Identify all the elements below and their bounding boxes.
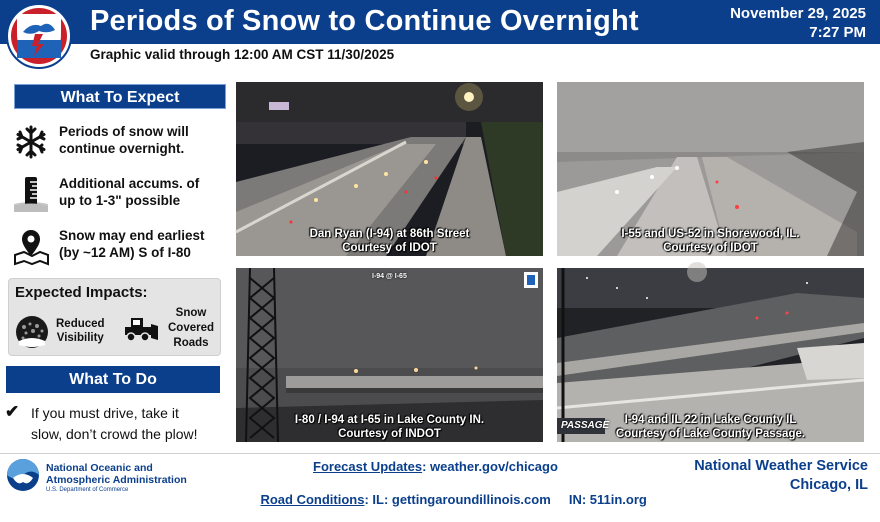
camera-caption-dan-ryan-line1: Dan Ryan (I-94) at 86th Street (309, 228, 470, 240)
footer-bar (0, 453, 880, 507)
what-to-do-heading: What To Do (6, 366, 220, 393)
expect-item-snow-line1: Periods of snow will (59, 124, 189, 139)
camera-image-il22 (557, 268, 864, 442)
what-to-expect-heading: What To Expect (14, 84, 226, 109)
camera-caption-shorewood (557, 227, 864, 255)
camera-caption-il22 (557, 413, 864, 441)
nws-office (694, 457, 868, 495)
road-conditions-line (246, 477, 647, 522)
snow-covered-roads-line2: Covered (167, 322, 215, 334)
snow-covered-roads-line3: Roads (173, 337, 209, 349)
forecast-updates-line (313, 459, 558, 474)
what-to-do-line2: slow, don’t crowd the plow! (31, 426, 198, 442)
nws-logo-emblem (17, 14, 61, 58)
page-title: Periods of Snow to Continue Overnight (90, 5, 639, 37)
issue-datetime (730, 4, 866, 42)
road-conditions-label: Road Conditions (260, 492, 365, 507)
what-to-do-line1: If you must drive, take it (31, 405, 179, 421)
expected-impacts-box (8, 278, 221, 356)
expect-item-accum-line1: Additional accums. of (59, 176, 200, 191)
camera-tag-passage: PASSAGE (561, 420, 610, 431)
noaa-logo (6, 458, 40, 492)
camera-image-dan-ryan (236, 82, 543, 256)
valid-through-text: Graphic valid through 12:00 AM CST 11/30/2025 (90, 47, 395, 62)
snow-covered-roads-label (164, 306, 218, 351)
noaa-department: U.S. Department of Commerce (46, 487, 129, 493)
reduced-visibility-label (56, 317, 105, 345)
reduced-visibility-icon (15, 315, 49, 349)
noaa-name-line2: Atmospheric Administration (46, 474, 187, 486)
reduced-visibility-line1: Reduced (56, 318, 105, 330)
camera-caption-shorewood-line2: Courtesy of IDOT (663, 242, 758, 254)
expect-item-accum (10, 174, 230, 214)
noaa-name (46, 462, 187, 486)
camera-caption-dan-ryan (236, 227, 543, 255)
checkmark-icon: ✔ (5, 402, 20, 421)
expect-item-end-time (10, 226, 230, 266)
expect-item-snow (10, 122, 230, 162)
snow-gauge-icon (12, 176, 50, 212)
expect-item-snow-line2: continue overnight. (59, 141, 185, 156)
forecast-updates-link[interactable]: : weather.gov/chicago (422, 459, 558, 474)
issue-time: 7:27 PM (809, 24, 866, 41)
camera-tag-i65: I-94 @ I-65 (372, 273, 407, 280)
camera-caption-dan-ryan-line2: Courtesy of IDOT (342, 242, 437, 254)
snowflake-icon (12, 124, 50, 160)
camera-caption-i65-line2: Courtesy of INDOT (338, 428, 441, 440)
expect-item-accum-text (59, 175, 199, 209)
what-to-do-text (31, 403, 236, 445)
snow-plow-icon (121, 314, 159, 344)
issue-date: November 29, 2025 (730, 5, 866, 22)
camera-caption-i65-line1: I-80 / I-94 at I-65 in Lake County IN. (294, 414, 485, 426)
nws-office-name: National Weather Service (694, 458, 868, 474)
expect-item-end-time-line1: Snow may end earliest (59, 228, 205, 243)
noaa-name-line1: National Oceanic and (46, 462, 153, 474)
camera-caption-shorewood-line1: I-55 and US-52 in Shorewood, IL. (621, 228, 800, 240)
forecast-updates-label: Forecast Updates (313, 459, 423, 474)
map-pin-icon (12, 228, 50, 264)
snow-covered-roads-line1: Snow (175, 307, 207, 319)
camera-caption-il22-line2: Courtesy of Lake County Passage. (615, 428, 806, 440)
camera-image-shorewood (557, 82, 864, 256)
expect-item-end-time-text (59, 227, 205, 261)
expect-item-accum-line2: up to 1-3" possible (59, 193, 181, 208)
expected-impacts-heading: Expected Impacts: (15, 284, 148, 301)
expect-item-snow-text (59, 123, 189, 157)
nws-logo (6, 3, 72, 69)
road-conditions-links[interactable]: : IL: gettingaroundillinois.com IN: 511in.org (364, 492, 647, 507)
header-bar (0, 0, 880, 44)
nws-office-location: Chicago, IL (789, 477, 868, 493)
expect-item-end-time-line2: (by ~12 AM) S of I-80 (59, 245, 191, 260)
reduced-visibility-line2: Visibility (56, 332, 104, 344)
camera-image-i65 (236, 268, 543, 442)
camera-caption-il22-line1: I-94 and IL 22 in Lake County IL (624, 414, 797, 426)
camera-caption-i65 (236, 413, 543, 441)
